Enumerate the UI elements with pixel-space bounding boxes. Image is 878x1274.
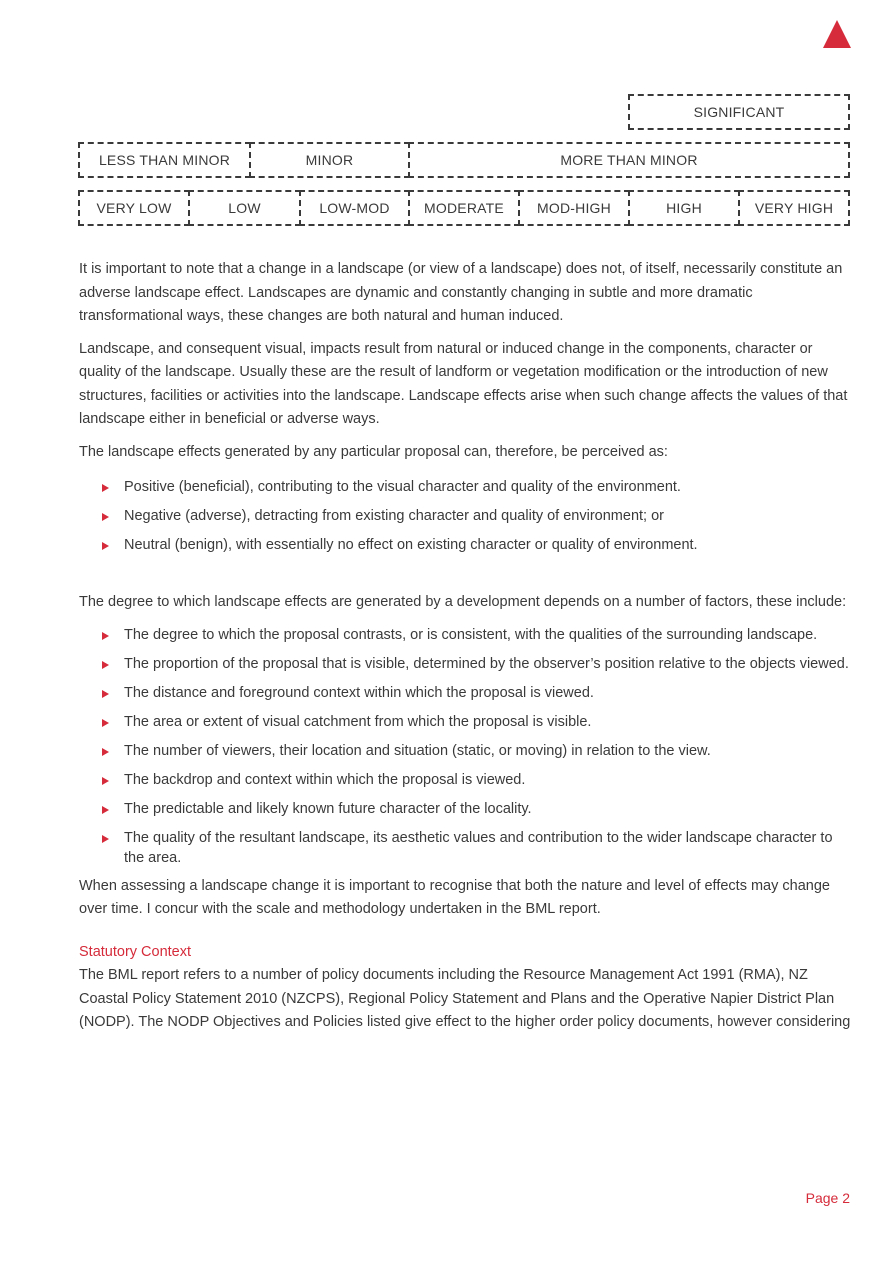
list-item: The proportion of the proposal that is visible, determined by the observer’s position relative to the objects viewed. bbox=[79, 654, 851, 674]
effects-list bbox=[79, 477, 851, 555]
document-body bbox=[79, 258, 851, 1035]
scale-mod-high: MOD-HIGH bbox=[518, 190, 630, 226]
list-item: The backdrop and context within which the proposal is viewed. bbox=[79, 770, 851, 790]
paragraph-statutory-context: The BML report refers to a number of policy documents including the Resource Management Act 1991 (RMA), NZ Coastal Policy Statement 2010 (NZCPS), Regional Policy Statement and Plans and the Operative Napier District Plan (NODP). The NODP Objectives and Policies listed give effect to the higher order policy documents, however considering bbox=[79, 967, 851, 1030]
scale-very-high: VERY HIGH bbox=[738, 190, 850, 226]
scale-low-mod: LOW-MOD bbox=[299, 190, 410, 226]
bullet-arrow-icon bbox=[102, 719, 109, 727]
scale-more-than-minor: MORE THAN MINOR bbox=[408, 142, 850, 178]
list-item: Neutral (benign), with essentially no effect on existing character or quality of environment. bbox=[79, 535, 851, 555]
bullet-arrow-icon bbox=[102, 748, 109, 756]
list-item: Negative (adverse), detracting from existing character and quality of environment; or bbox=[79, 506, 851, 526]
bullet-arrow-icon bbox=[102, 806, 109, 814]
bullet-arrow-icon bbox=[102, 484, 109, 492]
bullet-arrow-icon bbox=[102, 690, 109, 698]
list-item: The degree to which the proposal contrasts, or is consistent, with the qualities of the surrounding landscape. bbox=[79, 625, 851, 645]
bullet-arrow-icon bbox=[102, 777, 109, 785]
scale-less-than-minor: LESS THAN MINOR bbox=[78, 142, 251, 178]
list-item: The number of viewers, their location and situation (static, or moving) in relation to the view. bbox=[79, 741, 851, 761]
page-number: Page 2 bbox=[805, 1190, 850, 1206]
scale-very-low: VERY LOW bbox=[78, 190, 190, 226]
scale-significant: SIGNIFICANT bbox=[628, 94, 850, 130]
paragraph-landscape-impacts: Landscape, and consequent visual, impacts result from natural or induced change in the components, character or quality of the landscape. Usually these are the result of landform or vegetation modification or the introduction of new structures, facilities or activities into the landscape. Landscape effects arise when such change affects the values of that landscape either in beneficial or adverse ways. bbox=[79, 340, 848, 427]
paragraph-assessing-change: When assessing a landscape change it is important to recognise that both the nature and level of effects may change over time. I concur with the scale and methodology undertaken in the BML report. bbox=[79, 877, 830, 917]
bullet-arrow-icon bbox=[102, 661, 109, 669]
scale-high: HIGH bbox=[628, 190, 740, 226]
list-item: The quality of the resultant landscape, its aesthetic values and contribution to the wider landscape character to the area. bbox=[79, 828, 851, 868]
paragraph-landscape-change: It is important to note that a change in a landscape (or view of a landscape) does not, of itself, necessarily constitute an adverse landscape effect. Landscapes are dynamic and constantly changing in subtle and more dramatic transformational ways, these changes are both natural and human induced. bbox=[79, 261, 843, 324]
scale-moderate: MODERATE bbox=[408, 190, 520, 226]
scale-low: LOW bbox=[188, 190, 301, 226]
bullet-arrow-icon bbox=[102, 542, 109, 550]
list-item: The predictable and likely known future character of the locality. bbox=[79, 799, 851, 819]
list-item: Positive (beneficial), contributing to the visual character and quality of the environment. bbox=[79, 477, 851, 497]
section-heading-statutory-context: Statutory Context bbox=[79, 943, 192, 960]
list-item: The distance and foreground context within which the proposal is viewed. bbox=[79, 683, 851, 703]
bullet-arrow-icon bbox=[102, 632, 109, 640]
bullet-arrow-icon bbox=[102, 513, 109, 521]
scale-minor: MINOR bbox=[249, 142, 410, 178]
factors-list bbox=[79, 625, 851, 868]
paragraph-effects-perceived: The landscape effects generated by any particular proposal can, therefore, be perceived as: bbox=[79, 443, 668, 460]
bullet-arrow-icon bbox=[102, 835, 109, 843]
red-triangle-icon bbox=[823, 20, 851, 48]
paragraph-degree-factors: The degree to which landscape effects are generated by a development depends on a number of factors, these include: bbox=[79, 594, 847, 610]
list-item: The area or extent of visual catchment from which the proposal is visible. bbox=[79, 712, 851, 732]
